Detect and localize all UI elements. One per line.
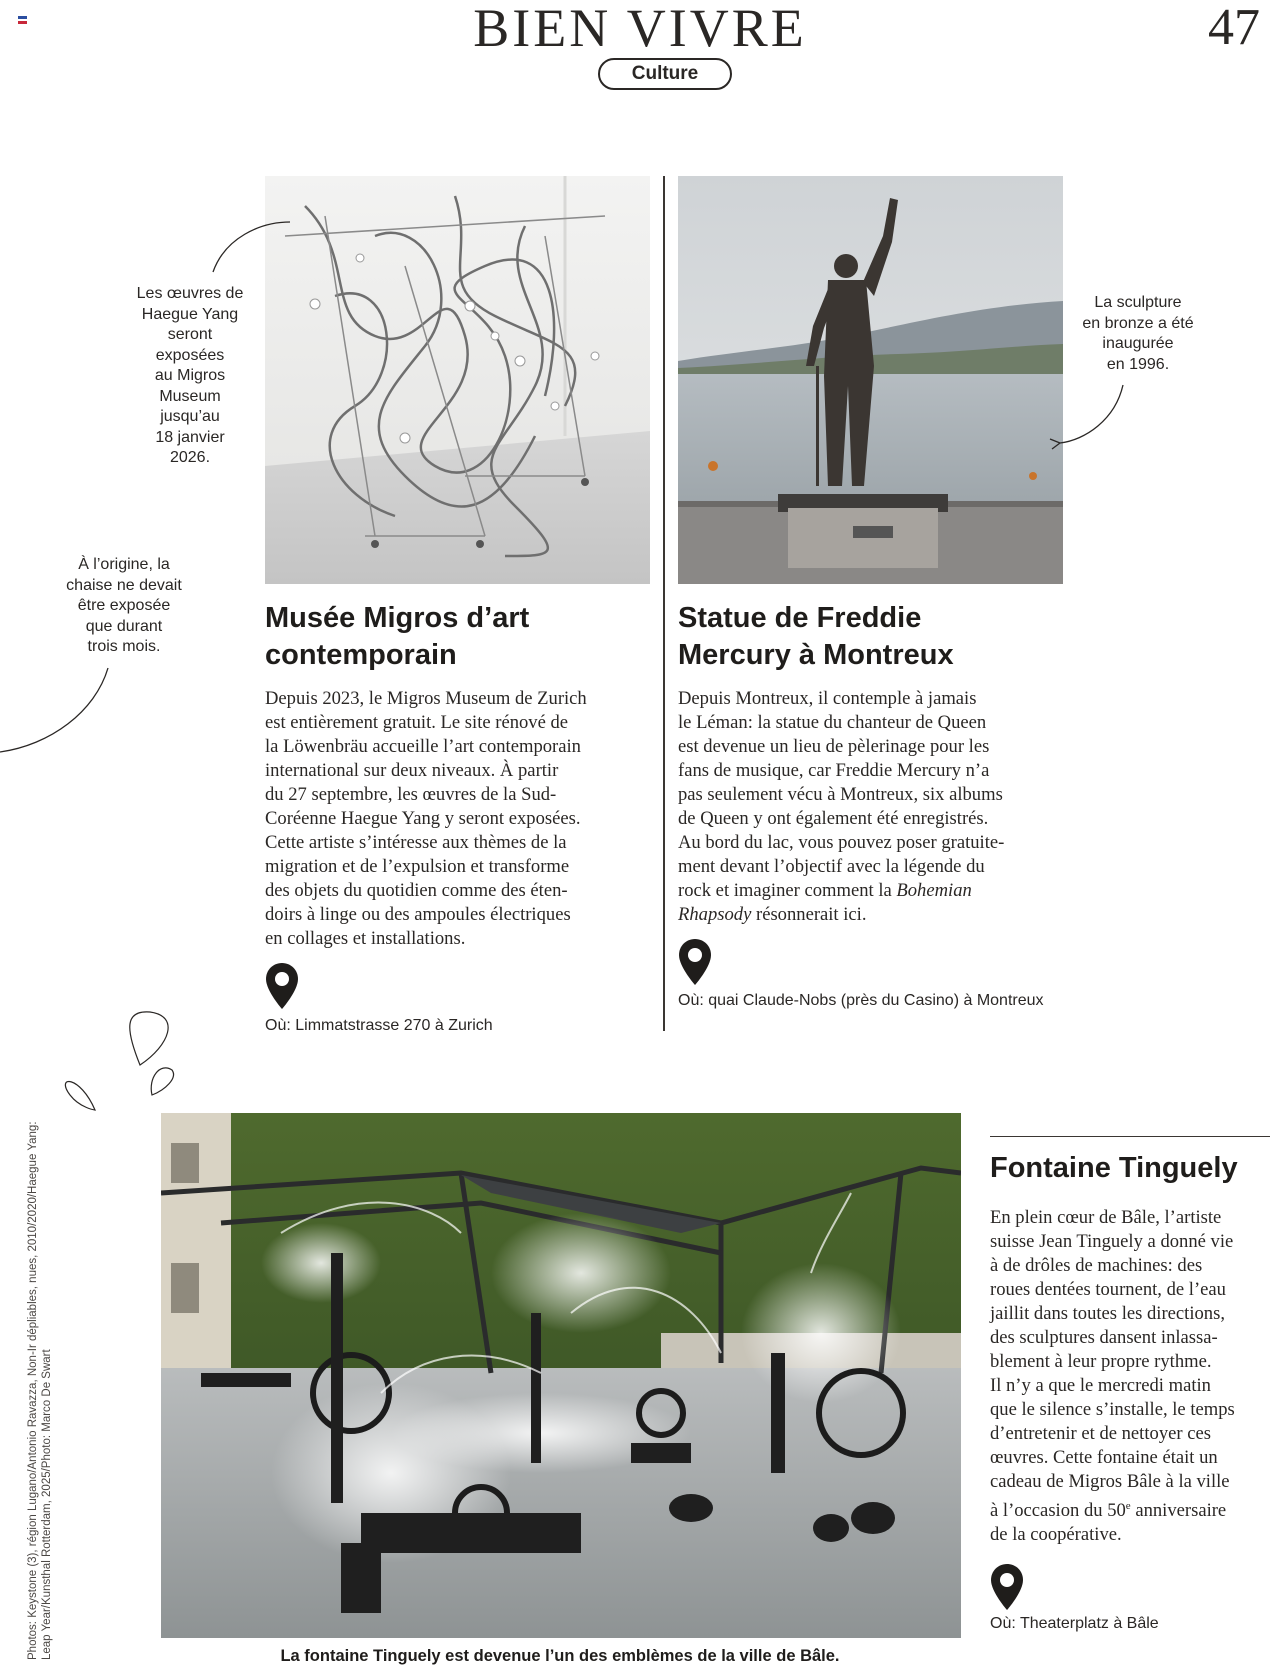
magazine-section-title: BIEN VIVRE [473,0,807,58]
museum-installation-photo [265,176,650,584]
side-note-haegue-yang: Les œuvres de Haegue Yang seront exposées au Migros Museum jusqu’au 18 janvier 2026. [136,285,244,466]
location-text: Où: Limmatstrasse 270 à Zurich [265,1017,493,1034]
location-text: Où: quai Claude-Nobs (près du Casino) à Montreux [678,992,1044,1009]
article-title: Statue de Freddie Mercury à Montreux [678,602,954,671]
photo-caption: La fontaine Tinguely est devenue l’un des emblèmes de la ville de Bâle. [280,1647,840,1665]
location-text: Où: Theaterplatz à Bâle [990,1615,1159,1632]
photo-credits: Photos: Keystone (3), région Lugano/Antonio Ravazza, Non-Ir dépliables, nues, 2010/2020/Haegue Yang: Leap Year/Kunsthal Rotterdam, 2025/Photo: Marco De Swart [27,1121,53,1660]
side-note-sculpture: La sculpture en bronze a été inaugurée en 1996. [1082,294,1194,373]
tinguely-fountain-photo [161,1113,961,1638]
article-body: Depuis 2023, le Migros Museum de Zurich est entièrement gratuit. Le site rénové de la Löwenbräu accueille l’art contemporain international sur deux niveaux. À partir du 27 septembre, les œuvres de la Sud- Coréenne Haegue Yang y seront exposées. Cette artiste s’intéresse aux thèmes de la migration et de l’expulsion et transforme des objets du quotidien comme des éten- doirs à linge ou des ampoules électriques en collages et installations. [265,688,587,949]
section-badge: Culture [598,58,732,90]
article-body: Depuis Montreux, il contemple à jamais le Léman: la statue du chanteur de Queen est devenue un lieu de pèlerinage pour les fans de musique, car Freddie Mercury n’a pas seulement vécu à Montreux, six albums de Queen y ont également été enregistrés. Au bord du lac, vous pouvez poser gratuite- ment devant l’objectif avec la légende du rock et imaginer comment la Bohemian Rhapsody résonnerait ici. [678,688,1005,925]
article-body: En plein cœur de Bâle, l’artiste suisse Jean Tinguely a donné vie à de drôles de machines: des roues dentées tournent, de l’eau jaillit dans toutes les directions, des sculptures dansent inlassa- blement à leur propre rythme. Il n’y a que le mercredi matin que le silence s’installe, le temps d’entretenir et de nettoyer ces œuvres. Cette fontaine était un cadeau de Migros Bâle à la ville à l’occasion du 50e anniversaire de la coopérative. [990,1207,1235,1546]
article-freddie-mercury [678,600,1078,927]
freddie-mercury-statue-photo [678,176,1063,584]
map-pin-icon [265,962,299,1010]
map-pin-icon [990,1563,1024,1611]
page-number: 47 [1208,0,1260,56]
article-migros-museum [265,600,665,951]
article-title: Musée Migros d’art contemporain [265,602,530,671]
side-note-chair: À l’origine, la chaise ne devait être exposée que durant trois mois. [66,556,182,655]
article-tinguely [990,1150,1275,1547]
section-divider [990,1136,1270,1137]
article-title: Fontaine Tinguely [990,1152,1238,1184]
map-pin-icon [678,938,712,986]
